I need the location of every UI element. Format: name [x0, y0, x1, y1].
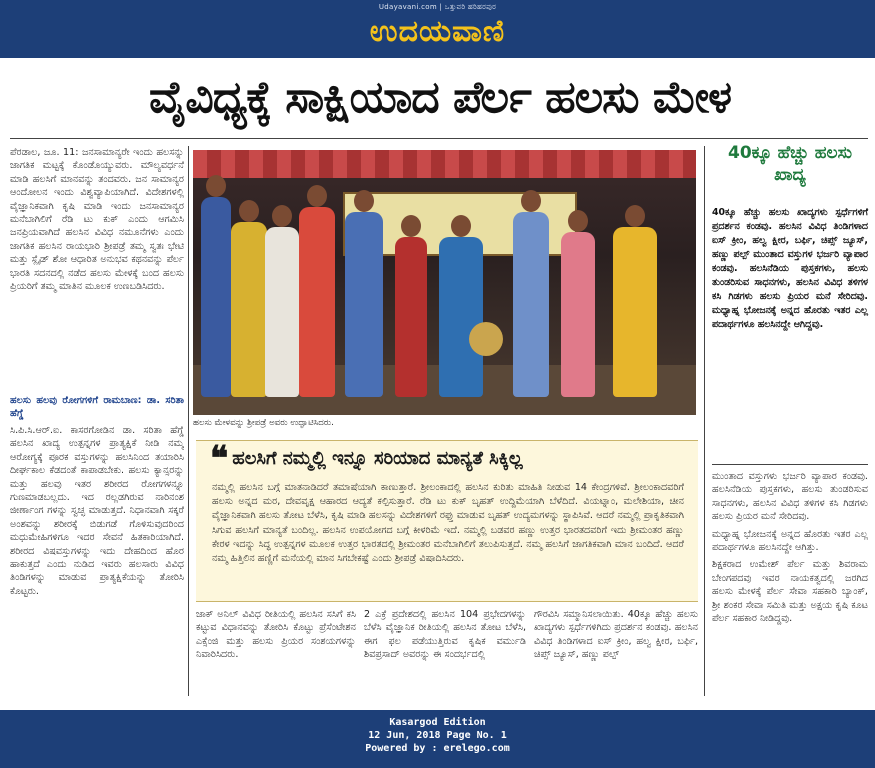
photo-person: [613, 227, 657, 397]
newspaper-logo: ಉದಯವಾಣಿ: [369, 14, 506, 49]
powered-by-link[interactable]: Powered by : erelego.com: [365, 743, 510, 754]
column-divider: [704, 146, 705, 696]
masthead: [0, 0, 875, 58]
masthead-siteline: Udayavani.com | ಒತ್ತುವರಿ ಹರಿಹರಪುರ: [378, 3, 497, 11]
article-paragraph: ಸಿ.ಪಿ.ಸಿ.ಆರ್.ಐ. ಕಾಸರಗೋಡಿನ ಡಾ. ಸರಿತಾ ಹೆಗ್ಡೆ ಹಲಸಿನ ಖಾದ್ಯ ಉತ್ಪನ್ನಗಳ ಪ್ರಾತ್ಯಕ್ಷಿಕೆ ನೀಡಿ ನಮ್ಮ ಆರೋಗ್ಯಕ್ಕೆ ಪೂರಕ ವಸ್ತುಗಳನ್ನು ಹಲಸಿನಿಂದ ತಯಾರಿಸಿ ದೀರ್ಘಕಾಲ ಕೆಡದಂತೆ ಕಾಪಾಡಬೇಕು. ಹಲಸು ಕ್ಯಾನ್ಸರನ್ನು ಮತ್ತು ಹಲವು ಇತರ ಶರೀರದ ರೋಗಗಳನ್ನೂ ಗುಣಮಾಡಬಲ್ಲದು. ಇದ ರಲ್ಲಡಗಿರುವ ನಾರಿನಂಶ ಜೀರ್ಣಾಂಗ ಗಳನ್ನು ಸ್ವಚ್ಛ ಮಾಡುತ್ತದೆ. ನಿಧಾನವಾಗಿ ಸಕ್ಕರೆ ಅಂಶವನ್ನು ಶರೀರಕ್ಕೆ ಬಿಡುಗಡೆ ಗೊಳಿಸುವುದರಿಂದ ಮಧುಮೇಹಿಗಳಿಗೂ ಇದರ ಸೇವನೆ ಹಿತಕಾರಿಯಾಗಿದೆ. ಶರೀರದ ವಿಷವಸ್ತುಗಳನ್ನು ಇದು ದೇಹದಿಂದ ಹೊರ ಹಾಕುತ್ತದೆ ಎಂದು ನುಡಿದ ಇವರು ಹಲಸಾರು ವಿವಿಧ ತಿಂಡಿಗಳನ್ನು ಮಾಡುವ ಪ್ರಾತ್ಯಕ್ಷಿಕೆಯನ್ನು ತೋರಿಸಿ ಕೊಟ್ಟರು.: [10, 425, 184, 597]
sidebar-divider: [712, 464, 868, 465]
article-column-left-top: [10, 146, 184, 391]
event-photo: [193, 150, 696, 415]
section-subhead: ಹಲಸು ಹಲವು ರೋಗಗಳಿಗೆ ರಾಮಬಾಣ: ಡಾ. ಸರಿತಾ ಹೆಗ್ಡೆ: [10, 395, 184, 419]
article-headline: ವೈವಿಧ್ಯಕ್ಕೆ ಸಾಕ್ಷಿಯಾದ ಪೆರ್ಲ ಹಲಸು ಮೇಳ: [148, 72, 732, 123]
article-paragraph: ಗೌರವಿಸಿ ಸಮ್ಮಾನಿಸಲಾಯಿತು. 40ಕ್ಕೂ ಹೆಚ್ಚು ಹಲಸು ಖಾದ್ಯಗಳು ಸ್ಪರ್ಧೆಗಳಿಗಿದು ಪ್ರದರ್ಶನ ಕಂಡವು. ಹಲಸಿನ ವಿವಿಧ ತಿಂಡಿಗಳಾದ ಐಸ್ ಕ್ರೀಂ, ಹಲ್ವ ಕ್ಷೀರ, ಬರ್ಫಿ, ಚಿಪ್ಸ್ ಜ್ಯೂಸ್, ಹಣ್ಣು ಪಲ್ಪ್: [534, 609, 698, 661]
quote-body: ನಮ್ಮಲ್ಲಿ ಹಲಸಿನ ಬಗ್ಗೆ ಮಾತನಾಡಿದರೆ ತಮಾಷೆಯಾಗಿ ಕಾಣುತ್ತಾರೆ. ಶ್ರೀಲಂಕಾದಲ್ಲಿ ಹಲಸಿನ ಕುರಿತು ಮಾಹಿತಿ ನೀಡುವ 14 ಕೇಂದ್ರಗಳಿವೆ. ಶ್ರೀಲಂಕಾದವರಿಗೆ ಹಲಸು ಅನ್ನದ ಮರ, ದೇವವೃಕ್ಷ ಆಹಾರದ ಆದ್ಯತೆ ಕಲ್ಪಿಸುತ್ತಾರೆ. ರೆಡಿ ಟು ಕುಕ್ ಬೃಹತ್ ಉದ್ದಿಮೆಯಾಗಿ ಬೆಳೆದಿದೆ. ವಿಯಟ್ನಾಂ, ಮಲೇಶಿಯಾ, ಚೀನ ವೈಜ್ಞಾನಿಕವಾಗಿ ಹಲಸು ತೋಟ ಬೆಳೆಸಿ, ಕೃಷಿ ಮಾಡಿ ಹಲಸನ್ನು ವಿದೇಶಗಳಿಗೆ ರಫ್ತು ಮಾಡುವ ಬೃಹತ್ ಉದ್ಯಮಗಳನ್ನು ಸ್ಥಾಪಿಸಿವೆ. ಆದರೆ ನಮ್ಮಲ್ಲಿ ಪ್ರಾಕೃತಿಕವಾಗಿ ಸಿಗುವ ಹಲಸಿಗೆ ಮಾನ್ಯತೆ ಬಂದಿಲ್ಲ. ಹಲಸಿನ ಉಪಯೋಗದ ಬಗ್ಗೆ ಕೀಳರಿಮೆ ಇದೆ. ನಮ್ಮಲ್ಲಿ ಬಡವರ ಹಣ್ಣು ಉತ್ತರ ಭಾರತದವರಿಗೆ ಇದು ಶ್ರೀಮಂತರ ಹಣ್ಣು ಕೇರಳ ಇದನ್ನು ಸಿದ್ಧ ಉತ್ಪನ್ನಗಳ ಮೂಲಕ ಉತ್ತರ ಭಾರತದಲ್ಲಿ ಶ್ರೀಮಂತರ ಮನೆಬಾಗಿಲಿಗೆ ತಲುಪಿಸುತ್ತದೆ. ನಮ್ಮ ಹಲಸಿಗೆ ಜಾಗತಿಕವಾಗಿ ಮಾನ ಬಂದಿದೆ. ಆದರೆ ನಮ್ಮ ಹಿತ್ತಿಲಿನ ಹಣ್ಣಿಗೆ ಮನೆಯಲ್ಲಿ ಮಾನ ಸಿಗಬೇಕಷ್ಟೆ ಎಂದು ಶ್ರೀಪಡ್ರೆ ವಿಷಾದಿಸಿದರು.: [212, 482, 684, 565]
article-paragraph: ಪೆರಡಾಲ, ಜೂ. 11: ಜನಸಾಮಾನ್ಯರೇ ಇಂದು ಹಲಸನ್ನು ಜಾಗತಿಕ ಮಟ್ಟಕ್ಕೆ ಕೊಂಡೊಯ್ಯುವರು. ಮೌಲ್ಯವರ್ಧನೆ ಮಾಡಿ ಹಲಸಿಗೆ ಮಾನವನ್ನು ತಂದವರು. ಜನ ಸಾಮಾನ್ಯರ ಆಂದೋಲನ ಇಂದು ವಿಶ್ವವ್ಯಾಪಿಯಾಗಿದೆ. ವಿದೇಶಗಳಲ್ಲಿ ವೈಜ್ಞಾನಿಕವಾಗಿ ಕೃಷಿ ಮಾಡಿ ಇಂದು ಜನಸಾಮಾನ್ಯರ ಮನೆಬಾಗಿಲಿಗೆ ರೆಡಿ ಟು ಕುಕ್ ಎಂದು ಆಗಮಿಸಿ ಜನಪ್ರಿಯವಾಗಿದೆ ಹಲಸಿನ ವಿವಿಧ ನಮೂನೆಗಳು ಎಂದು ಜಾಗತಿಕ ಹಲಸಿನ ರಾಯಭಾರಿ ಶ್ರೀಪಡ್ರೆ ತಮ್ಮ ಸ್ವತಃ ಭೇಟಿ ಮತ್ತು ಸ್ಲೈಡ್ ಶೋ ಆಧಾರಿತ ಅನುಭವ ಕಥನವನ್ನು ಪೆರ್ಲ ಭಾರತಿ ಸದನದಲ್ಲಿ ನಡೆದ ಹಲಸು ಮೇಳಕ್ಕೆ ಬಂದ ಹಲಸು ಪ್ರಿಯರಿಗೆ ತಮ್ಮ ಮಾತಿನ ಮೂಲಕ ಉಣಬಡಿಸಿದರು.: [10, 147, 184, 293]
headline-divider: [10, 138, 868, 139]
photo-caption: ಹಲಸು ಮೇಳವನ್ನು ಶ್ರೀಪಡ್ರೆ ಅವರು ಉದ್ಘಾಟಿಸಿದರು.: [193, 418, 334, 428]
photo-person: [345, 212, 383, 397]
article-paragraph: ಮಧ್ಯಾಹ್ನ ಭೋಜನಕ್ಕೆ ಅನ್ನದ ಹೊರತು ಇತರ ಎಲ್ಲ ಪದಾರ್ಥಗಳೂ ಹಲಸಿನದ್ದೇ ಆಗಿತ್ತು.: [712, 528, 868, 554]
article-column-3: [364, 608, 526, 696]
article-column-left-bottom: [10, 394, 184, 694]
article-paragraph: ಮುಂತಾದ ವಸ್ತುಗಳು ಭರ್ಜರಿ ವ್ಯಾಪಾರ ಕಂಡವು. ಹಲಸಿನೆಡಿಯ ಪುಸ್ತಕಗಳು, ಹಲಸು ತುಂಡರಿಸುವ ಸಾಧನಗಳು, ಹಲಸಿನ ವಿವಿಧ ತಳಿಗಳ ಕಸಿ ಗಿಡಗಳು ಹಲಸು ಪ್ರಿಯರ ಮನೆ ಸೇರಿದವು.: [712, 471, 868, 523]
photo-person: [201, 197, 231, 397]
jackfruit: [469, 322, 503, 356]
article-column-2: [196, 608, 356, 696]
article-column-right: [712, 470, 868, 695]
edition-footer: [0, 710, 875, 768]
article-paragraph: ಜಾಕ್ ಅನಿಲ್ ವಿವಿಧ ರೀತಿಯಲ್ಲಿ ಹಲಸಿನ ಸಸಿಗೆ ಕಸಿ ಕಟ್ಟುವ ವಿಧಾನವನ್ನು ತೋರಿಸಿ ಕೊಟ್ಟು ಪ್ರೆಸೆಂಟೇಶನ ಎಕ್ಸೆಂಜಿ ಮತ್ತು ಹಲಸು ಪ್ರಿಯರ ಸಂಶಯಗಳನ್ನು ನಿವಾರಿಸಿದರು.: [196, 609, 356, 661]
photo-person: [561, 232, 595, 397]
photo-person: [513, 212, 549, 397]
article-paragraph: ಶಿಕ್ಷಕರಾದ ಉಮೇಶ್ ಪೆರ್ಲ ಮತ್ತು ಶಿವರಾಮ ಬೇಂಗಪದವು ಇವರ ನಾಯಕತ್ವದಲ್ಲಿ ಜರಗಿದ ಹಲಸು ಮೇಳಕ್ಕೆ ಪೆರ್ಲ ಸೇವಾ ಸಹಕಾರಿ ಬ್ಯಾಂಕ್, ಶ್ರೀ ಶಂಕರ ಸೇವಾ ಸಮಿತಿ ಮತ್ತು ಅಕ್ಷಯ ಕೃಷಿ ಕೂಟ ಪೆರ್ಲ ಸಹಕಾರ ನೀಡಿದ್ದವು.: [712, 559, 868, 625]
article-paragraph: 2 ಎಕ್ರೆ ಪ್ರದೇಶದಲ್ಲಿ ಹಲಸಿನ 104 ಪ್ರಭೇದಗಳನ್ನು ಬೆಳೆಸಿ ವೈಜ್ಞಾನಿಕ ರೀತಿಯಲ್ಲಿ ಹಲಸಿನ ತೋಟ ಬೆಳೆಸಿ, ಈಗ ಫಲ ಪಡೆಯುತ್ತಿರುವ ಕೃಷಿಕ ವರ್ಮುಡಿ ಶಿವಪ್ರಸಾದ್ ಅವರನ್ನು ಈ ಸಂದರ್ಭದಲ್ಲಿ: [364, 609, 526, 661]
quote-mark-icon: ❝: [210, 439, 229, 479]
photo-person: [231, 222, 267, 397]
photo-person: [395, 237, 427, 397]
article-column-4: [534, 608, 698, 696]
photo-person: [299, 207, 335, 397]
sidebar-title: 40ಕ್ಕೂ ಹೆಚ್ಚು ಹಲಸು ಖಾದ್ಯ: [728, 143, 852, 185]
sidebar-body: 40ಕ್ಕೂ ಹೆಚ್ಚು ಹಲಸು ಖಾದ್ಯಗಳು ಸ್ಪರ್ಧೆಗಳಿಗೆ ಪ್ರದರ್ಶನ ಕಂಡವು. ಹಲಸಿನ ವಿವಿಧ ತಿಂಡಿಗಳಾದ ಐಸ್ ಕ್ರೀಂ, ಹಲ್ವ ಕ್ಷೀರ, ಬರ್ಫಿ, ಚಿಪ್ಸ್ ಜ್ಯೂಸ್, ಹಣ್ಣು ಪಲ್ಪ್ ಮುಂತಾದ ವಸ್ತುಗಳ ಭರ್ಜರಿ ವ್ಯಾಪಾರ ಕಂಡವು. ಹಲಸಿನೆಡಿಯ ಪುಸ್ತಕಗಳು, ಹಲಸು ತುಂಡರಿಸುವ ಸಾಧನಗಳು, ಹಲಸಿನ ವಿವಿಧ ತಳಿಗಳ ಕಸಿ ಗಿಡಗಳು ಹಲಸು ಪ್ರಿಯರ ಮನೆ ಸೇರಿದವು. ಮಧ್ಯಾಹ್ನ ಭೋಜನಕ್ಕೆ ಅನ್ನದ ಹೊರತು ಇತರ ಎಲ್ಲ ಪದಾರ್ಥಗಳೂ ಹಲಸಿನದ್ದೇ ಆಗಿದ್ದವು.: [712, 207, 868, 330]
quote-title-text: ಹಲಸಿಗೆ ನಮ್ಮಲ್ಲಿ ಇನ್ನೂ ಸರಿಯಾದ ಮಾನ್ಯತೆ ಸಿಕ್ಕಿಲ್ಲ: [232, 448, 523, 469]
photo-person: [439, 237, 483, 397]
stage-curtain: [193, 150, 696, 178]
quote-title: [210, 439, 690, 479]
edition-name: Kasargod Edition: [389, 717, 486, 728]
photo-person: [265, 227, 299, 397]
column-divider: [188, 146, 189, 696]
edition-date: 12 Jun, 2018 Page No. 1: [368, 730, 507, 741]
quote-box: [196, 440, 698, 602]
